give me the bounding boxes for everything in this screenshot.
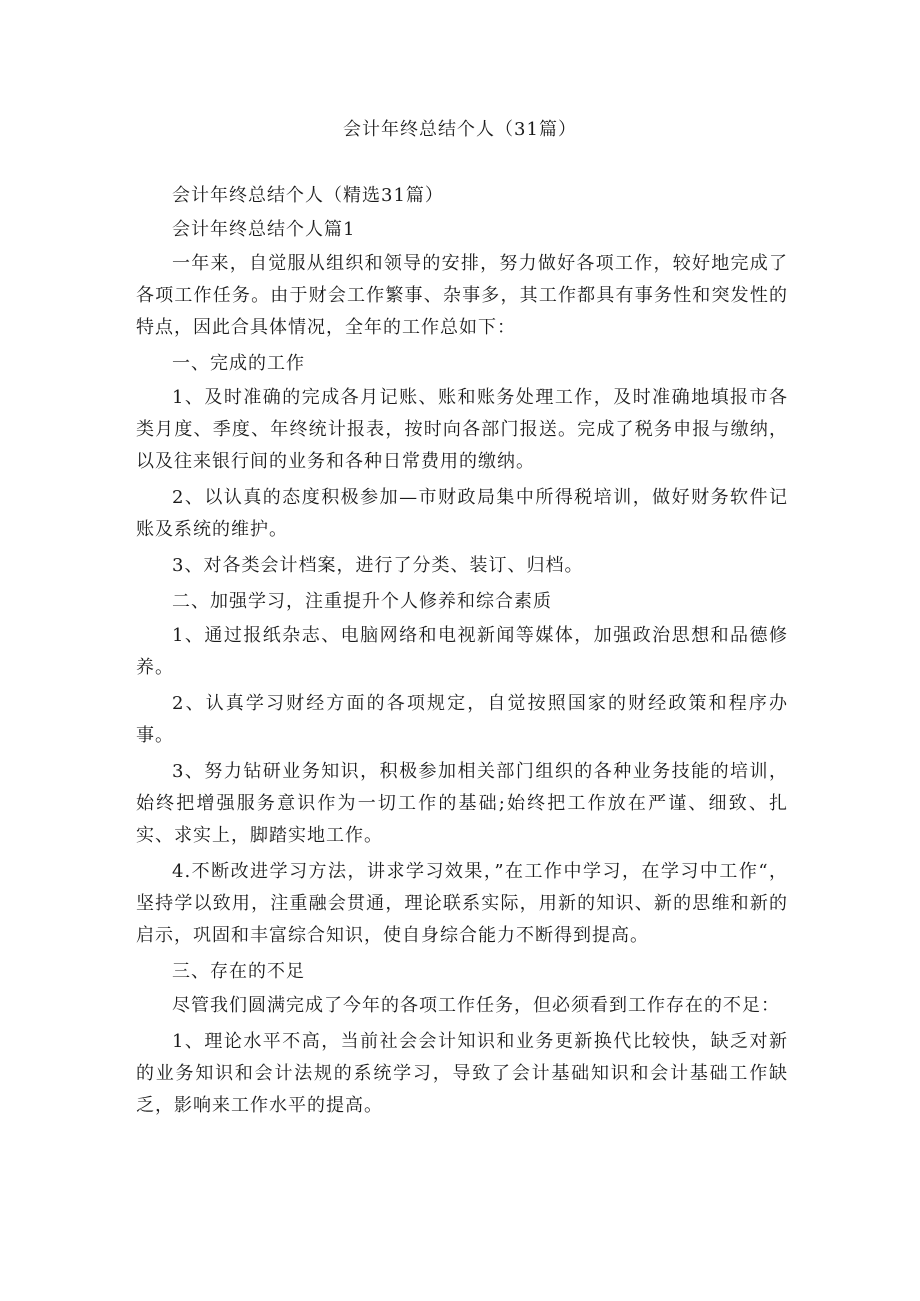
subtitle: 会计年终总结个人（精选31篇） (172, 185, 444, 206)
paragraph-item: 尽管我们圆满完成了今年的各项工作任务，但必须看到工作存在的不足： (172, 995, 780, 1016)
section-heading-completed-work: 一、完成的工作 (172, 353, 305, 374)
paragraph-item: 1、理论水平不高，当前社会会计知识和业务更新换代比较快，缺乏对新的业务知识和会计法规的系统学习，导致了会计基础知识和会计基础工作缺乏，影响来工作水平的提高。 (136, 1031, 788, 1116)
paragraph-item: 1、通过报纸杂志、电脑网络和电视新闻等媒体，加强政治思想和品德修养。 (136, 625, 788, 678)
paragraph-item: 2、以认真的态度积极参加—市财政局集中所得税培训，做好财务软件记账及系统的维护。 (136, 487, 788, 540)
paragraph-item: 2、认真学习财经方面的各项规定，自觉按照国家的财经政策和程序办事。 (136, 693, 788, 746)
section-heading-shortcomings: 三、存在的不足 (172, 961, 305, 982)
paragraph-item: 3、努力钻研业务知识，积极参加相关部门组织的各种业务技能的培训，始终把增强服务意识作为一切工作的基础;始终把工作放在严谨、细致、扎实、求实上，脚踏实地工作。 (136, 761, 788, 846)
section-heading-part1: 会计年终总结个人篇1 (172, 219, 356, 240)
document-title: 会计年终总结个人（31篇） (343, 119, 577, 140)
paragraph-item: 3、对各类会计档案，进行了分类、装订、归档。 (172, 555, 584, 576)
document-body (136, 180, 788, 1126)
paragraph-intro: 一年来，自觉服从组织和领导的安排，努力做好各项工作，较好地完成了各项工作任务。由于财会工作繁事、杂事多，其工作都具有事务性和突发性的特点，因此合具体情况，全年的工作总如下： (136, 253, 788, 338)
paragraph-item: 1、及时准确的完成各月记账、账和账务处理工作，及时准确地填报市各类月度、季度、年终统计报表，按时向各部门报送。完成了税务申报与缴纳，以及往来银行间的业务和各种日常费用的缴纳。 (136, 387, 788, 472)
section-heading-learning: 二、加强学习，注重提升个人修养和综合素质 (172, 591, 552, 612)
paragraph-item: 4.不断改进学习方法，讲求学习效果，”在工作中学习，在学习中工作“，坚持学以致用，注重融会贯通，理论联系实际，用新的知识、新的思维和新的启示，巩固和丰富综合知识，使自身综合能力不断得到提高。 (136, 861, 788, 946)
